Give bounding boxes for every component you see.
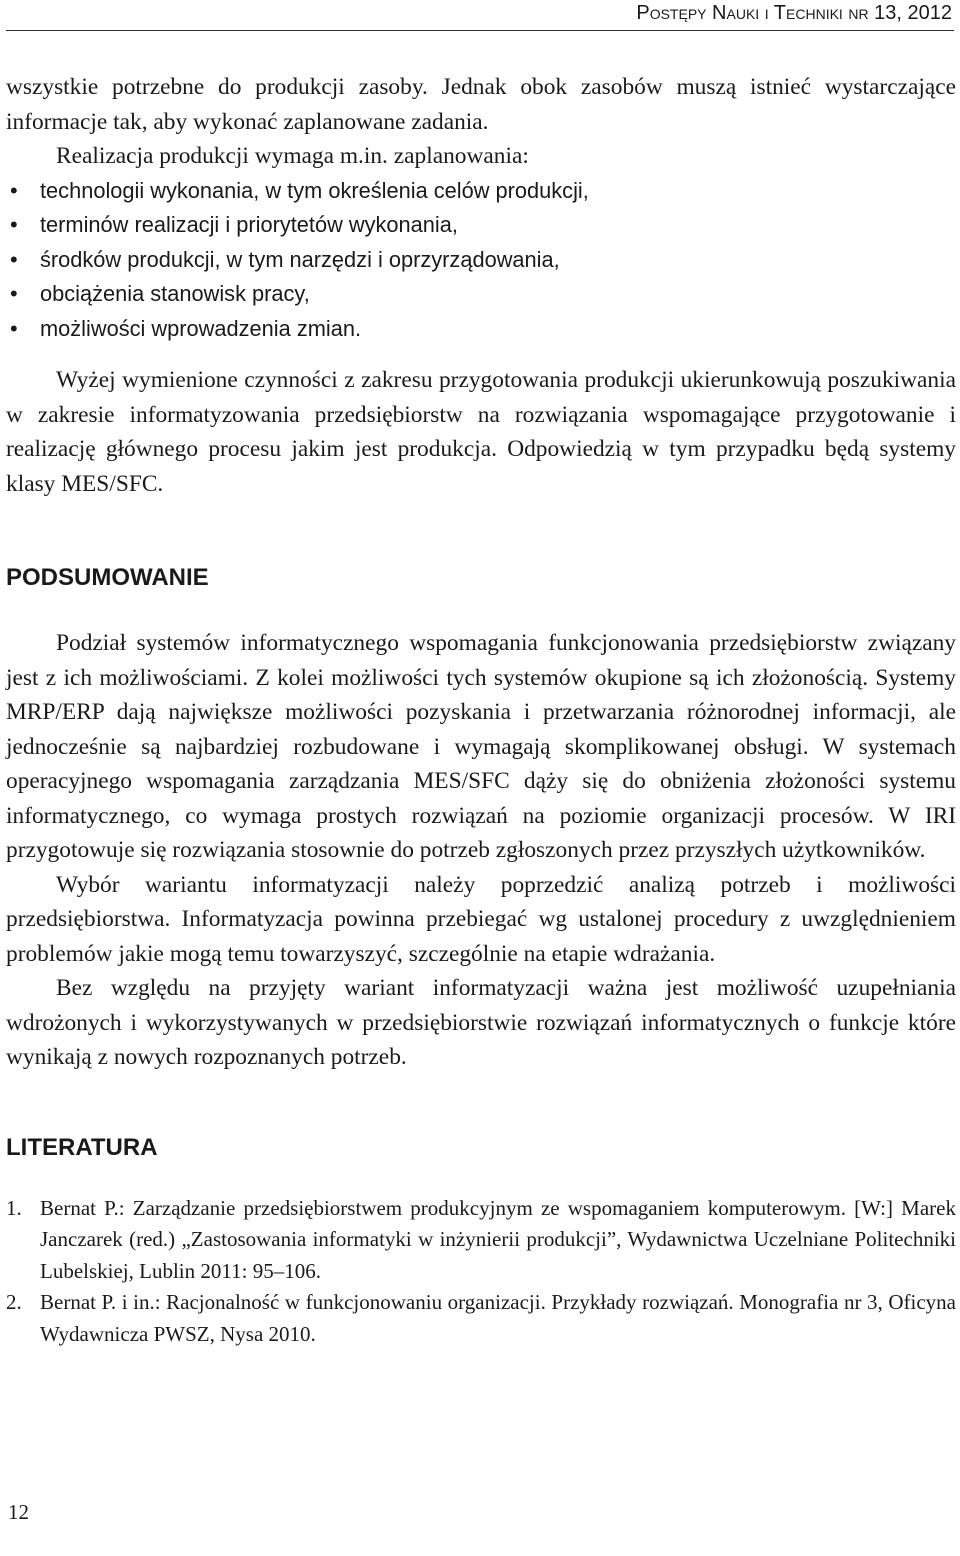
bullet-list bbox=[6, 174, 956, 347]
reference-number: 2. bbox=[6, 1290, 22, 1314]
section-heading-summary: PODSUMOWANIE bbox=[6, 564, 209, 591]
reference-list bbox=[6, 1193, 956, 1351]
list-item: • możliwości wprowadzenia zmian. bbox=[6, 312, 956, 347]
list-item: • obciążenia stanowisk pracy, bbox=[6, 277, 956, 312]
section-heading-literature: LITERATURA bbox=[6, 1133, 158, 1161]
reference-number: 1. bbox=[6, 1195, 22, 1220]
list-item: • środków produkcji, w tym narzędzi i oprzyrządowania, bbox=[6, 243, 956, 278]
summary-paragraph: Podział systemów informatycznego wspomagania funkcjonowania przedsiębiorstw związany jest z ich możliwościami. Z kolei możliwości tych systemów okupione są ich złożonością. Systemy MRP/ERP dają największe możliwości pozyskania i przetwarzania różnorodnej informacji, ale jednocześnie są najbardziej rozbudowane i wymagają skomplikowanej obsługi. W systemach operacyjnego wspomagania zarządzania MES/SFC dąży się do obniżenia złożoności systemu informatycznego, co wymaga prostych rozwiązań na poziomie organizacji procesów. W IRI przygotowuje się rozwiązania stosownie do potrzeb zgłoszonych przez przyszłych użytkowników. bbox=[6, 630, 956, 863]
bullet-icon: • bbox=[10, 281, 18, 306]
page-content bbox=[6, 70, 956, 1350]
intro-lead-paragraph: Realizacja produkcji wymaga m.in. zaplanowania: bbox=[56, 143, 529, 169]
summary-paragraph: Wybór wariantu informatyzacji należy poprzedzić analizą potrzeb i możliwości przedsiębiorstwa. Informatyzacja powinna przebiegać wg ustalonej procedury z uwzględnieniem problemów jakie mogą temu towarzyszyć, szczególnie na etapie wdrażania. bbox=[6, 871, 956, 967]
header-rule bbox=[6, 30, 954, 31]
bullet-icon: • bbox=[10, 315, 18, 341]
summary-paragraph: Bez względu na przyjęty wariant informatyzacji ważna jest możliwość uzupełniania wdrożonych i wykorzystywanych w przedsiębiorstwie rozwiązań informatycznych o funkcje które wynikają z nowych rozpoznanych potrzeb. bbox=[6, 975, 956, 1070]
reference-text: Bernat P. i in.: Racjonalność w funkcjonowaniu organizacji. Przykłady rozwiązań. Monografia nr 3, Oficyna Wydawnicza PWSZ, Nysa 2010. bbox=[40, 1290, 956, 1346]
list-item: • technologii wykonania, w tym określenia celów produkcji, bbox=[6, 174, 956, 209]
reference-text: Bernat P.: Zarządzanie przedsiębiorstwem produkcyjnym ze wspomaganiem komputerowym. [W:] Marek Janczarek (red.) „Zastosowania informatyki w inżynierii produkcji”, Wydawnictwa Uczelniane Politechniki Lubelskiej, Lublin 2011: 95–106. bbox=[40, 1195, 956, 1283]
reference-item bbox=[6, 1287, 956, 1350]
list-item: • terminów realizacji i priorytetów wykonania, bbox=[6, 208, 956, 243]
body-paragraph: Wyżej wymienione czynności z zakresu przygotowania produkcji ukierunkowują poszukiwania w zakresie informatyzowania przedsiębiorstw na rozwiązania wspomagające przygotowanie i realizację głównego procesu jakim jest produkcja. Odpowiedzią w tym przypadku będą systemy klasy MES/SFC. bbox=[6, 367, 956, 497]
bullet-icon: • bbox=[10, 212, 18, 237]
intro-paragraph: wszystkie potrzebne do produkcji zasoby. Jednak obok zasobów muszą istnieć wystarczające informacje tak, aby wykonać zaplanowane zadania. bbox=[6, 74, 956, 135]
page-number: 12 bbox=[8, 1500, 29, 1524]
bullet-icon: • bbox=[10, 246, 18, 272]
running-header: Postępy Nauki i Techniki nr 13, 2012 bbox=[636, 2, 952, 24]
reference-item bbox=[6, 1193, 956, 1288]
bullet-icon: • bbox=[10, 177, 18, 203]
